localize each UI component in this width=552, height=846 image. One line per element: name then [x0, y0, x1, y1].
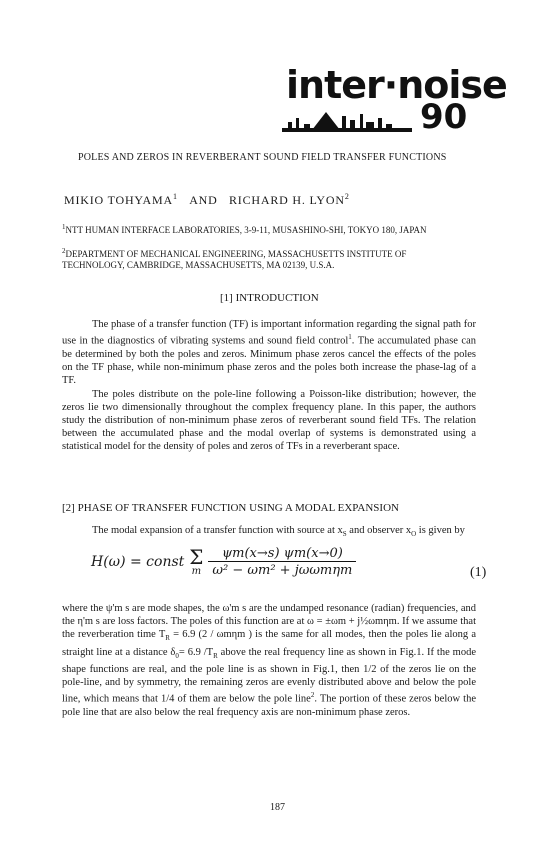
affiliation-2-text: DEPARTMENT OF MECHANICAL ENGINEERING, MASSACHUSETTS INSTITUTE OF TECHNOLOGY, CAMBRIDGE, MASSACHUSETTS, MA 02139, U.S.A.: [62, 249, 407, 270]
section-2-intro: [62, 524, 476, 541]
author-and: AND: [189, 193, 218, 207]
sum-index: m: [191, 565, 202, 577]
intro-c: is given by: [416, 525, 465, 536]
intro-paragraph-2: The poles distribute on the pole-line following a Poisson-like distribution; however, the zeros lie two dimensionally throughout the complex frequency plane. In this paper, the authors study the distribution of non-minimum phase zeros of reverberant sound field TFs. The relation between the accumulated phase and the modal overlap of systems is demonstrated using a statistical model for the density of poles and zeros of TFs in a reverberant space.: [62, 388, 476, 453]
p3-d: above the real frequency line as shown in Fig.1. If the mode shape functions are real, and the pole line is as shown in Fig.1, then 1/2 of the zeros lie on the pole-line, and by symmetry, the remaining zeros are evenly distributed above and below the pole line, which means that 1/4 of them are below the pole line: [62, 646, 476, 705]
p3-e: . The portion of these zeros below the pole line that are also below the real frequency axis are non-minimum phase zeros.: [62, 693, 476, 719]
equation-denominator: ω² − ωm² + jωωmηm: [208, 561, 356, 578]
p3-sub-r: R: [165, 634, 170, 643]
affiliation-1-sup: 1: [62, 223, 66, 231]
intro-b: and observer x: [346, 525, 412, 536]
skyline-graphic: [282, 108, 422, 134]
intro-p1-text-b: . The accumulated phase can be determined by both the poles and zeros. Minimum phase zeros cancel the effects of the poles on the TF phase, while non-minimum phase zeros and the poles both increase the phase-lag of a TF.: [62, 335, 477, 387]
affiliation-2: [62, 246, 462, 271]
author-2-sup: 2: [344, 192, 350, 201]
equation-1: [90, 545, 510, 579]
sum-sign: Σ: [189, 544, 204, 569]
section-1-body: [62, 318, 476, 454]
intro-sub-o: O: [411, 530, 417, 539]
intro-sub-s: S: [342, 530, 347, 539]
equation-number: (1): [470, 565, 487, 580]
author-2: RICHARD H. LYON: [229, 193, 345, 207]
paper-title: POLES AND ZEROS IN REVERBERANT SOUND FIELD TRANSFER FUNCTIONS: [78, 152, 447, 163]
affiliation-1-text: NTT HUMAN INTERFACE LABORATORIES, 3-9-11, MUSASHINO-SHI, TOKYO 180, JAPAN: [65, 225, 427, 235]
affiliation-2-sup: 2: [62, 247, 66, 255]
equation-sum: [188, 545, 207, 579]
conference-logo-year: 90: [420, 97, 468, 137]
section-2-paragraph: [62, 602, 476, 719]
section-2-body: [62, 602, 476, 719]
affiliation-1: [62, 222, 442, 236]
p3-sub-r2: R: [213, 651, 218, 660]
p3-a: where the ψ'm s are mode shapes, the ω'm s are the undamped resonance (radian) frequencies, and the η'm s are loss factors. The poles of this function are at ω = ±ωm + j½ωmηm. If we assume that the reverberation time T: [62, 603, 476, 641]
intro-a: The modal expansion of a transfer function with source at x: [92, 525, 343, 536]
p3-sub-0: 0: [175, 651, 179, 660]
section-1-heading: [1] INTRODUCTION: [220, 292, 319, 304]
section-2-intro-text: [62, 524, 476, 541]
p3-c: = 6.9 /T: [178, 646, 214, 658]
author-1: MIKIO TOHYAMA: [64, 193, 173, 207]
page-number: 187: [270, 802, 285, 813]
equation-fraction: [207, 545, 357, 579]
p3-citation: 2: [310, 691, 315, 700]
intro-p1-citation: 1: [348, 333, 352, 342]
author-1-sup: 1: [172, 192, 178, 201]
intro-p1-text-a: The phase of a transfer function (TF) is important information regarding the signal path for use in the diagnostics of vibrating systems and sound field control: [62, 319, 476, 347]
section-2-heading: [2] PHASE OF TRANSFER FUNCTION USING A MODAL EXPANSION: [62, 502, 399, 514]
conference-logo-text: inter·noise: [286, 63, 507, 107]
author-line: [64, 192, 350, 208]
equation-numerator: ψm(x→s) ψm(x→0): [221, 546, 343, 561]
intro-paragraph-1: [62, 318, 476, 388]
p3-b: = 6.9 (2 / ωmηm ) is the same for all modes, then the poles lie along a straight line at a distance δ: [62, 629, 476, 658]
equation-lhs: H(ω) = const: [91, 554, 185, 570]
